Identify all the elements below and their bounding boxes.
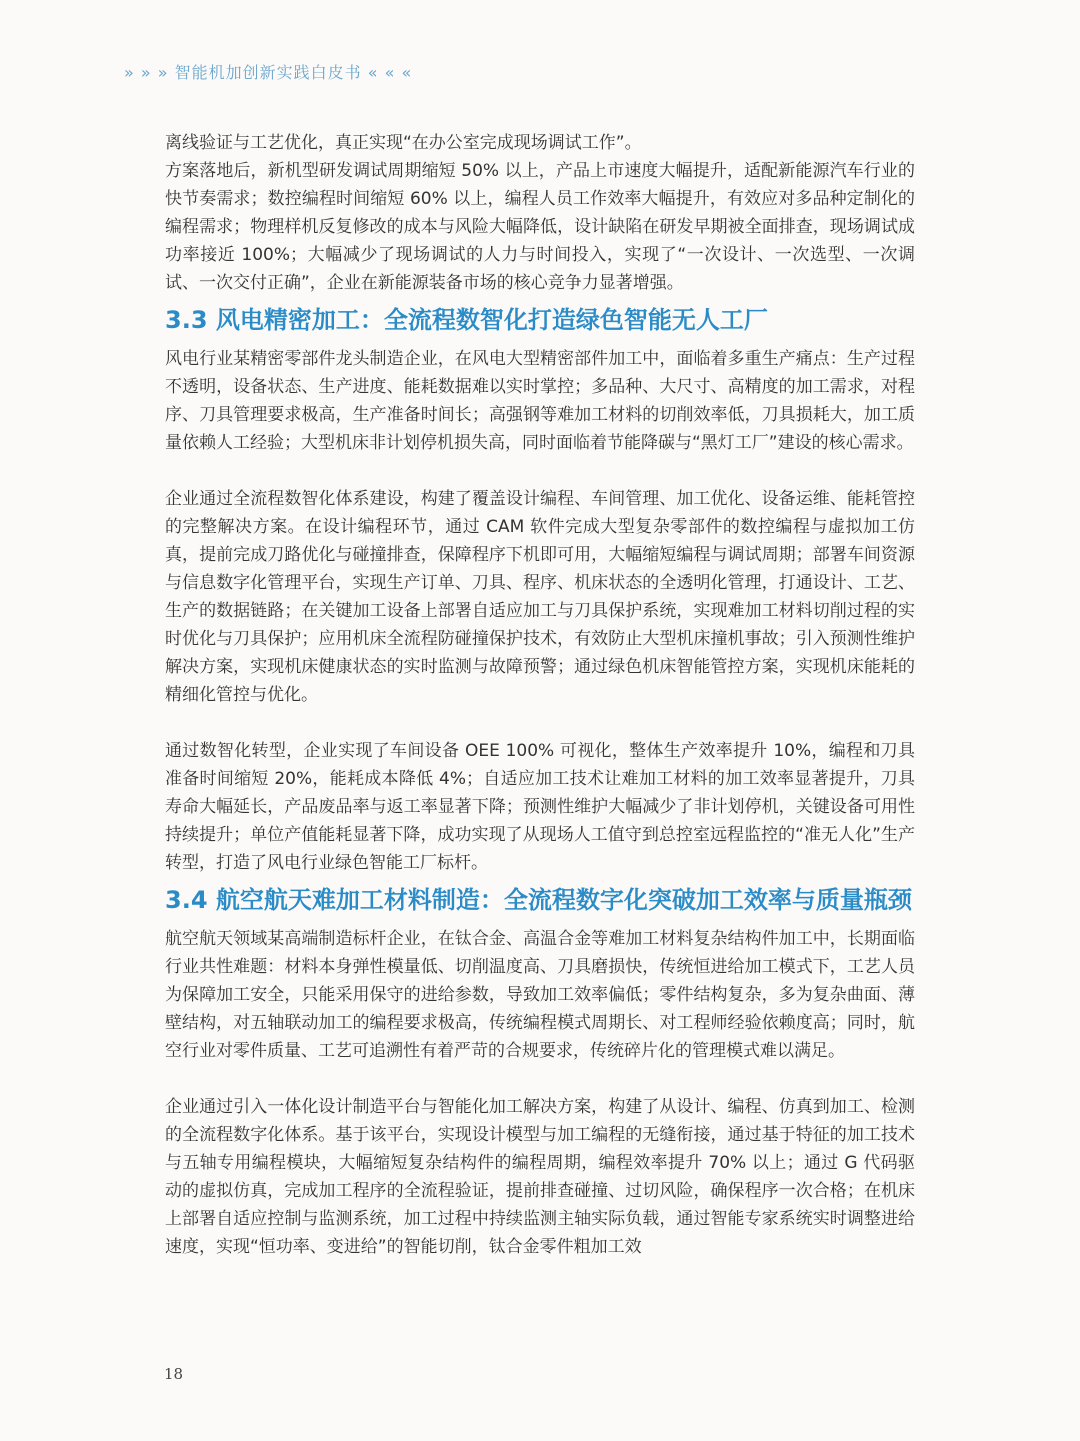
intro-paragraph-1: 离线验证与工艺优化，真正实现“在办公室完成现场调试工作”。 [165,133,642,153]
paragraph-gap [165,709,915,737]
section-3-3-paragraph-2: 企业通过全流程数智化体系建设，构建了覆盖设计编程、车间管理、加工优化、设备运维、能耗管控的完整解决方案。在设计编程环节，通过 CAM 软件完成大型复杂零部件的数控编程与虚拟加工仿真，提前完成刀路优化与碰撞排查，保障程序下机即可用，大幅缩短编程与调试周期；部署车间资源与信息数字化管理平台，实现生产订单、刀具、程序、机床状态的全透明化管理，打通设计、工艺、生产的数据链路；在关键加工设备上部署自适应加工与刀具保护系统，实现难加工材料切削过程的实时优化与刀具保护；应用机床全流程防碰撞保护技术，有效防止大型机床撞机事故；引入预测性维护解决方案，实现机床健康状态的实时监测与故障预警；通过绿色机床智能管控方案，实现机床能耗的精细化管控与优化。 [165,489,915,705]
paragraph-gap [165,1065,915,1093]
paragraph-gap [165,457,915,485]
section-3-3-heading: 3.3 风电精密加工：全流程数智化打造绿色智能无人工厂 [165,306,768,334]
section-3-4-paragraph-1: 航空航天领域某高端制造标杆企业，在钛合金、高温合金等难加工材料复杂结构件加工中，长期面临行业共性难题：材料本身弹性模量低、切削温度高、刀具磨损快，传统恒进给加工模式下，工艺人员为保障加工安全，只能采用保守的进给参数，导致加工效率偏低；零件结构复杂，多为复杂曲面、薄壁结构，对五轴联动加工的编程要求极高，传统编程模式周期长、对工程师经验依赖度高；同时，航空行业对零件质量、工艺可追溯性有着严苛的合规要求，传统碎片化的管理模式难以满足。 [165,929,915,1061]
section-3-3-paragraph-1: 风电行业某精密零部件龙头制造企业，在风电大型精密部件加工中，面临着多重生产痛点：生产过程不透明，设备状态、生产进度、能耗数据难以实时掌控；多品种、大尺寸、高精度的加工需求，对程序、刀具管理要求极高，生产准备时间长；高强钢等难加工材料的切削效率低，刀具损耗大，加工质量依赖人工经验；大型机床非计划停机损失高，同时面临着节能降碳与“黑灯工厂”建设的核心需求。 [165,349,915,453]
section-3-4-paragraph-2: 企业通过引入一体化设计制造平台与智能化加工解决方案，构建了从设计、编程、仿真到加工、检测的全流程数字化体系。基于该平台，实现设计模型与加工编程的无缝衔接，通过基于特征的加工技术与五轴专用编程模块，大幅缩短复杂结构件的编程周期，编程效率提升 70% 以上；通过 G 代码驱动的虚拟仿真，完成加工程序的全流程验证，提前排查碰撞、过切风险，确保程序一次合格；在机床上部署自适应控制与监测系统，加工过程中持续监测主轴实际负载，通过智能专家系统实时调整进给速度，实现“恒功率、变进给”的智能切削，钛合金零件粗加工效 [165,1097,915,1257]
section-3-3-paragraph-3: 通过数智化转型，企业实现了车间设备 OEE 100% 可视化，整体生产效率提升 10%，编程和刀具准备时间缩短 20%，能耗成本降低 4%；自适应加工技术让难加工材料的加工效率显著提升，刀具寿命大幅延长，产品废品率与返工率显著下降；预测性维护大幅减少了非计划停机，关键设备可用性持续提升；单位产值能耗显著下降，成功实现了从现场人工值守到总控室远程监控的“准无人化”生产转型，打造了风电行业绿色智能工厂标杆。 [165,741,915,873]
section-3-4-heading: 3.4 航空航天难加工材料制造：全流程数字化突破加工效率与质量瓶颈 [165,886,912,914]
page-number: 18 [164,1365,184,1383]
intro-paragraph-2: 方案落地后，新机型研发调试周期缩短 50% 以上，产品上市速度大幅提升，适配新能源汽车行业的快节奏需求；数控编程时间缩短 60% 以上，编程人员工作效率大幅提升，有效应对多品种定制化的编程需求；物理样机反复修改的成本与风险大幅降低，设计缺陷在研发早期被全面排查，现场调试成功率接近 100%；大幅减少了现场调试的人力与时间投入，实现了“一次设计、一次选型、一次调试、一次交付正确”，企业在新能源装备市场的核心竞争力显著增强。 [165,161,915,293]
page-body [165,129,915,1261]
running-header: » » » 智能机加创新实践白皮书 « « « [124,63,413,82]
